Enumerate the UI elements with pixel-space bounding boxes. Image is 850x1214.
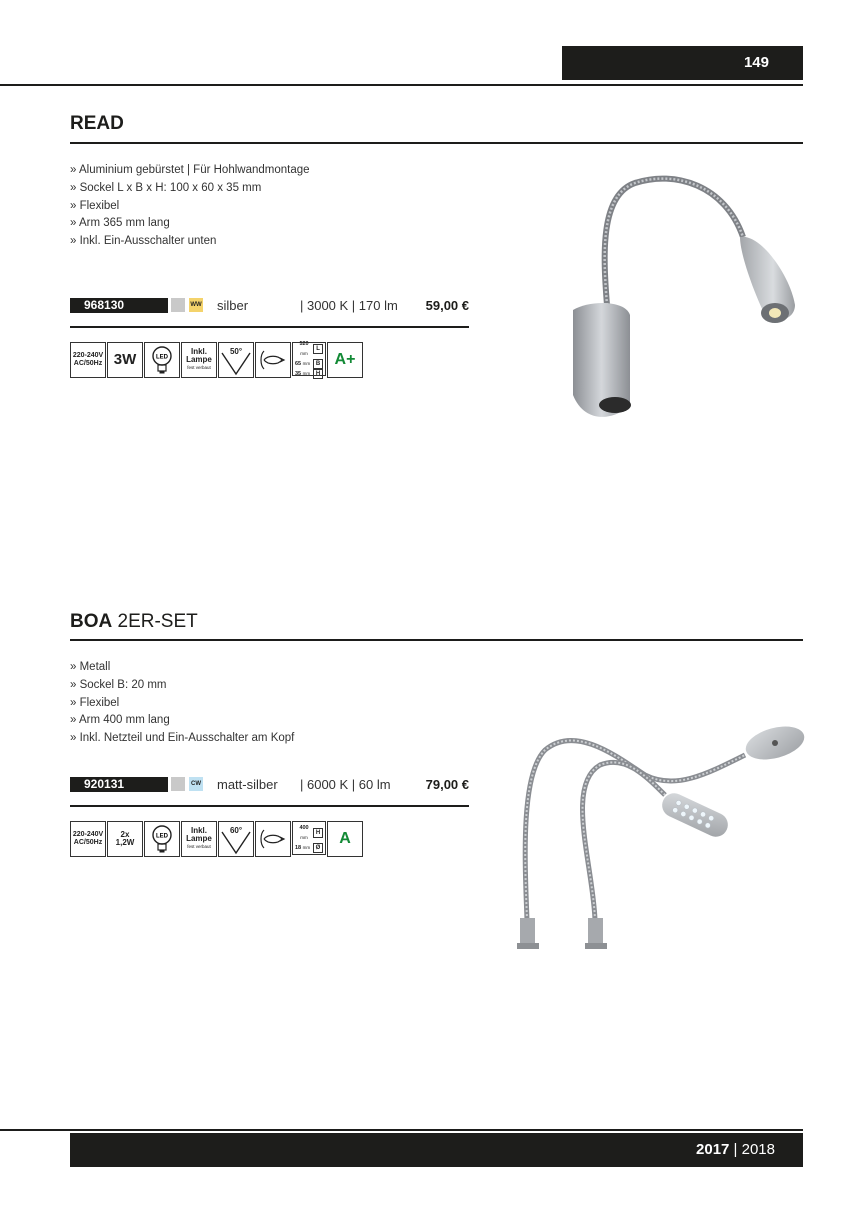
power-icon [107, 821, 143, 857]
inkl-line1: Inkl. [190, 347, 207, 356]
inkl-line2: Lampe [186, 834, 212, 843]
finish-label: silber [217, 298, 249, 313]
power-icon [107, 342, 143, 378]
feature-list [70, 162, 310, 251]
feature-item: » Sockel L x B x H: 100 x 60 x 35 mm [70, 180, 310, 198]
bulb-icon [149, 824, 175, 854]
feature-item: » Arm 400 mm lang [70, 712, 294, 730]
price-rule [70, 805, 469, 807]
bulb-icon [149, 345, 175, 375]
footer-year-bold: 2017 [696, 1141, 730, 1158]
feature-item: » Flexibel [70, 695, 294, 713]
dim-row: 400 mm H [295, 824, 323, 843]
energy-class-icon [327, 342, 363, 378]
rotate-icon [255, 821, 291, 857]
voltage-icon: 220-240V AC/50Hz [70, 342, 106, 378]
product-title [70, 611, 198, 633]
feature-item: » Aluminium gebürstet | Für Hohlwandmontage [70, 162, 310, 180]
rotate-icon [255, 342, 291, 378]
included-lamp-icon [181, 342, 217, 378]
feature-item: » Flexibel [70, 198, 310, 216]
inkl-line3: fest verbaut [187, 844, 211, 849]
inkl-line3: fest verbaut [187, 365, 211, 370]
feature-item: » Inkl. Netzteil und Ein-Ausschalter am Kopf [70, 730, 294, 748]
beam-cone-icon [219, 343, 253, 377]
product-title-main: READ [70, 113, 124, 134]
header-rule [0, 84, 803, 86]
dim-row: 65 mm B [295, 359, 323, 369]
product-image-boa [505, 715, 805, 960]
dim-row: 520 mm L [295, 340, 323, 359]
product-title-suffix: 2ER-SET [117, 611, 198, 632]
inkl-line2: Lampe [186, 355, 212, 364]
included-lamp-icon [181, 821, 217, 857]
title-rule [70, 142, 803, 144]
beam-angle-icon [218, 821, 254, 857]
led-bulb-icon [144, 821, 180, 857]
price-rule [70, 326, 469, 328]
beam-angle: 60° [229, 826, 243, 835]
article-number: 968130 [70, 298, 168, 313]
led-label: LED [156, 354, 168, 361]
energy-class: A+ [334, 351, 356, 368]
energy-class: A [339, 830, 351, 847]
energy-class-icon [327, 821, 363, 857]
footer-rule [0, 1129, 803, 1131]
feature-item: » Inkl. Ein-Ausschalter unten [70, 233, 310, 251]
spec-icon-row [70, 342, 363, 378]
dim-row: 18 mm Ø [295, 843, 323, 853]
finish-label: matt-silber [217, 777, 278, 792]
light-specs: | 6000 K | 60 lm [300, 777, 391, 792]
footer-sep: | [729, 1141, 742, 1158]
power-value: 3W [113, 351, 137, 368]
article-number: 920131 [70, 777, 168, 792]
feature-list [70, 659, 294, 748]
dimensions-icon [292, 821, 326, 855]
product-title [70, 113, 124, 135]
product-image-read [555, 165, 805, 430]
spec-icon-row [70, 821, 363, 857]
color-swatch [171, 777, 185, 791]
feature-item: » Sockel B: 20 mm [70, 677, 294, 695]
product-title-main: BOA [70, 611, 113, 632]
power-value: 1,2W [115, 838, 135, 847]
page-number: 149 [562, 46, 803, 80]
led-bulb-icon [144, 342, 180, 378]
light-specs: | 3000 K | 170 lm [300, 298, 398, 313]
price: 79,00 € [425, 777, 469, 792]
swivel-icon [258, 826, 288, 852]
footer-bar [70, 1133, 803, 1167]
price: 59,00 € [425, 298, 469, 313]
beam-angle-icon [218, 342, 254, 378]
color-temp-badge: WW [189, 298, 203, 312]
inkl-line1: Inkl. [190, 826, 207, 835]
footer-year: 2018 [741, 1141, 775, 1158]
color-temp-badge: CW [189, 777, 203, 791]
swivel-icon [258, 347, 288, 373]
feature-item: » Metall [70, 659, 294, 677]
voltage-icon: 220-240V AC/50Hz [70, 821, 106, 857]
dimensions-icon [292, 342, 326, 376]
dim-row: 35 mm H [295, 369, 323, 379]
power-count: 2x [120, 830, 130, 839]
led-label: LED [156, 833, 168, 840]
beam-cone-icon [219, 822, 253, 856]
feature-item: » Arm 365 mm lang [70, 215, 310, 233]
color-swatch [171, 298, 185, 312]
beam-angle: 50° [229, 347, 243, 356]
title-rule [70, 639, 803, 641]
